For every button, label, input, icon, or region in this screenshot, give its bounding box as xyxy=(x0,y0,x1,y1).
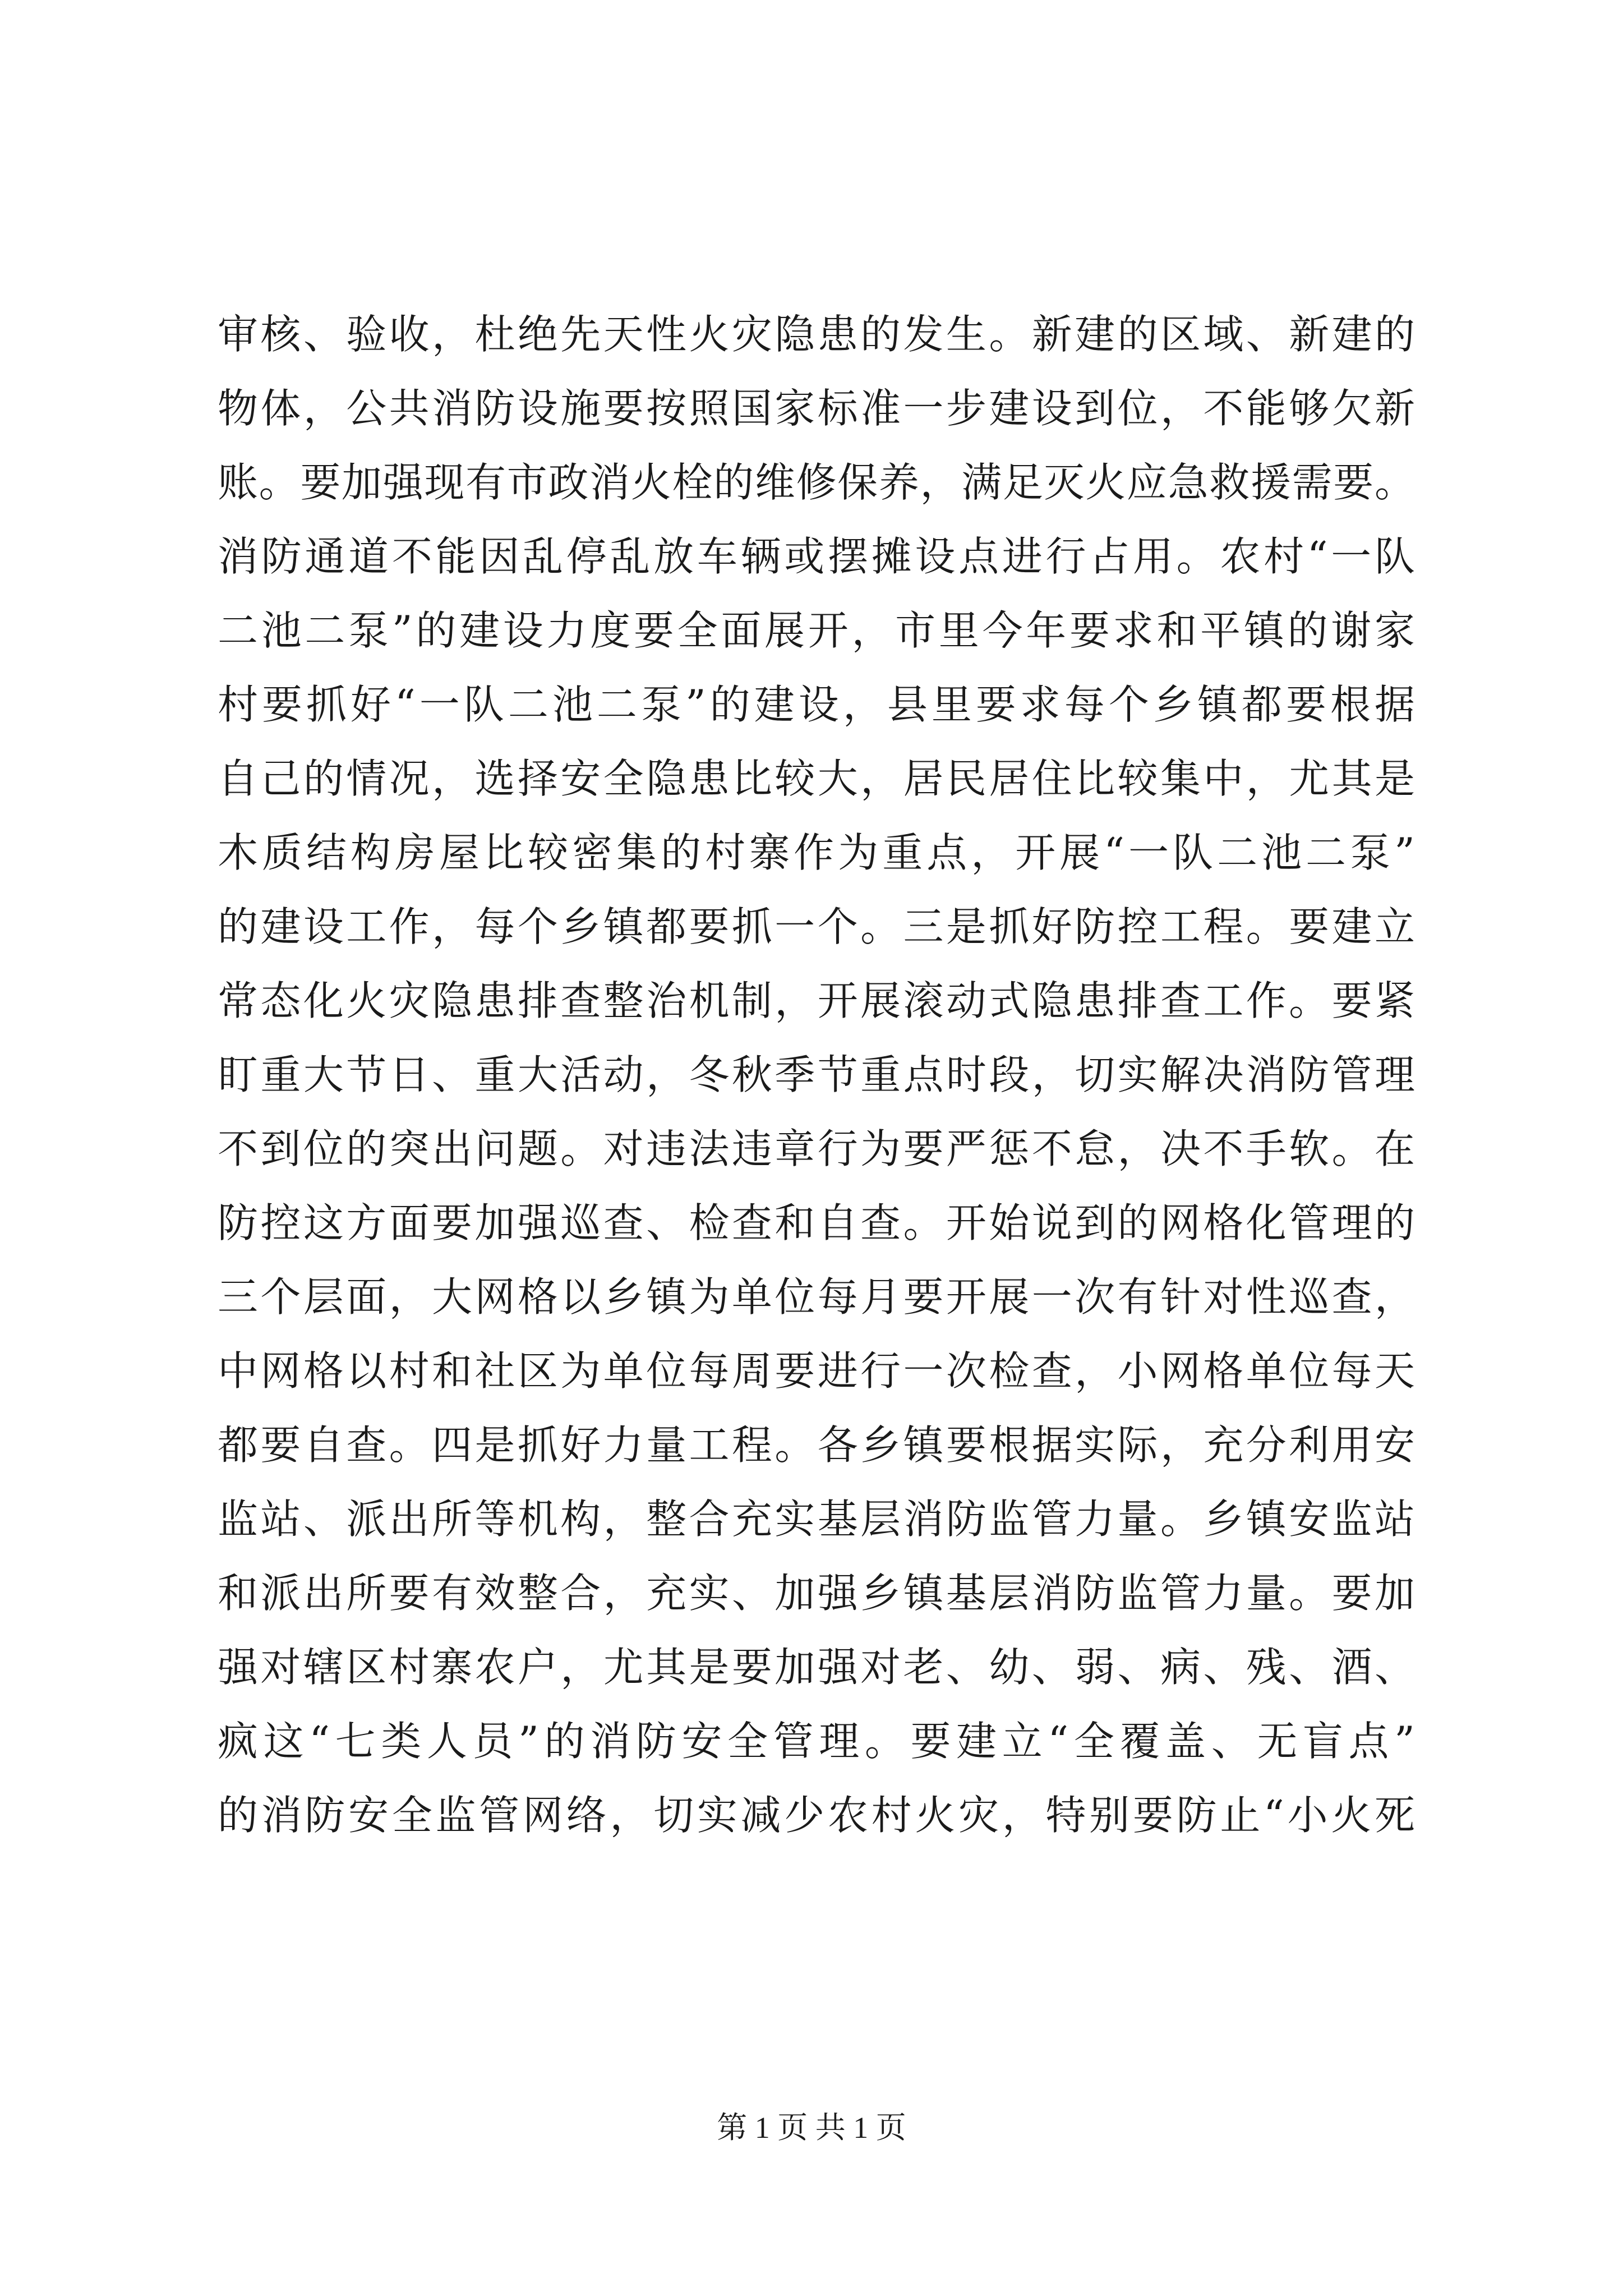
text-line: 常态化火灾隐患排查整治机制，开展滚动式隐患排查工作。要紧 xyxy=(218,977,1415,1024)
text-line: 不到位的突出问题。对违法违章行为要严惩不怠，决不手软。在 xyxy=(218,1125,1415,1172)
text-line: 二池二泵”的建设力度要全面展开，市里今年要求和平镇的谢家 xyxy=(218,607,1415,654)
text-line: 物体，公共消防设施要按照国家标准一步建设到位，不能够欠新 xyxy=(218,385,1415,432)
text-line: 和派出所要有效整合，充实、加强乡镇基层消防监管力量。要加 xyxy=(218,1570,1415,1617)
page-number-label: 第 1 页 共 1 页 xyxy=(717,2111,906,2145)
page-footer xyxy=(0,2108,1623,2147)
text-line: 的消防安全监管网络，切实减少农村火灾，特别要防止“小火死 xyxy=(218,1792,1415,1839)
text-line: 强对辖区村寨农户，尤其是要加强对老、幼、弱、病、残、酒、 xyxy=(218,1644,1415,1691)
text-line: 都要自查。四是抓好力量工程。各乡镇要根据实际，充分利用安 xyxy=(218,1421,1415,1469)
text-line: 审核、验收，杜绝先天性火灾隐患的发生。新建的区域、新建的 xyxy=(218,311,1415,358)
text-line: 村要抓好“一队二池二泵”的建设，县里要求每个乡镇都要根据 xyxy=(218,681,1415,728)
text-line: 盯重大节日、重大活动，冬秋季节重点时段，切实解决消防管理 xyxy=(218,1051,1415,1098)
text-line: 疯这“七类人员”的消防安全管理。要建立“全覆盖、无盲点” xyxy=(218,1718,1415,1765)
text-line: 账。要加强现有市政消火栓的维修保养，满足灭火应急救援需要。 xyxy=(218,459,1415,506)
text-line: 消防通道不能因乱停乱放车辆或摆摊设点进行占用。农村“一队 xyxy=(218,533,1415,580)
body-text xyxy=(218,297,1415,1852)
text-line: 的建设工作，每个乡镇都要抓一个。三是抓好防控工程。要建立 xyxy=(218,903,1415,950)
text-line: 自己的情况，选择安全隐患比较大，居民居住比较集中，尤其是 xyxy=(218,755,1415,802)
text-line: 木质结构房屋比较密集的村寨作为重点，开展“一队二池二泵” xyxy=(218,829,1415,876)
text-line: 监站、派出所等机构，整合充实基层消防监管力量。乡镇安监站 xyxy=(218,1496,1415,1543)
text-line: 三个层面，大网格以乡镇为单位每月要开展一次有针对性巡查， xyxy=(218,1273,1415,1320)
text-line: 防控这方面要加强巡查、检查和自查。开始说到的网格化管理的 xyxy=(218,1199,1415,1246)
text-line: 中网格以村和社区为单位每周要进行一次检查，小网格单位每天 xyxy=(218,1347,1415,1395)
